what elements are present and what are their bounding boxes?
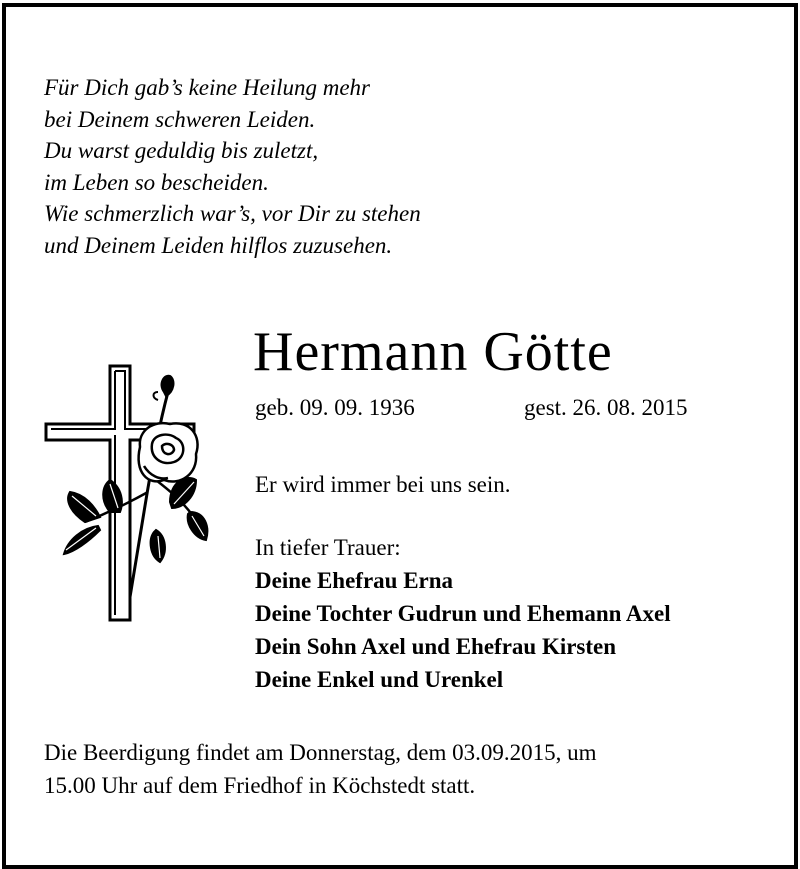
death-date: gest. 26. 08. 2015: [524, 395, 688, 420]
poem-line: und Deinem Leiden hilflos zuzusehen.: [44, 232, 393, 258]
poem: [44, 72, 421, 261]
mourner-line: Deine Enkel und Urenkel: [255, 667, 504, 692]
funeral-line: 15.00 Uhr auf dem Friedhof in Köchstedt statt.: [44, 773, 476, 798]
cross-with-rose-icon: [40, 362, 210, 624]
funeral-line: Die Beerdigung findet am Donnerstag, dem 03.09.2015, um: [44, 740, 597, 765]
memorial-quote: Er wird immer bei uns sein.: [255, 472, 511, 497]
birth-date: geb. 09. 09. 1936: [255, 395, 415, 420]
mourner-line: Deine Ehefrau Erna: [255, 568, 454, 593]
mourners-lead: In tiefer Trauer:: [255, 535, 401, 560]
poem-line: bei Deinem schweren Leiden.: [44, 106, 316, 132]
poem-line: Für Dich gab’s keine Heilung mehr: [44, 75, 370, 100]
poem-line: Wie schmerzlich war’s, vor Dir zu stehen: [44, 201, 421, 226]
funeral-notice: [44, 736, 597, 802]
mourners-block: [255, 531, 671, 696]
mourner-line: Deine Tochter Gudrun und Ehemann Axel: [255, 601, 671, 626]
deceased-name: Hermann Götte: [253, 321, 613, 383]
mourner-line: Dein Sohn Axel und Ehefrau Kirsten: [255, 634, 617, 659]
poem-line: Du warst geduldig bis zuletzt,: [44, 138, 319, 163]
poem-line: im Leben so bescheiden.: [44, 169, 269, 195]
